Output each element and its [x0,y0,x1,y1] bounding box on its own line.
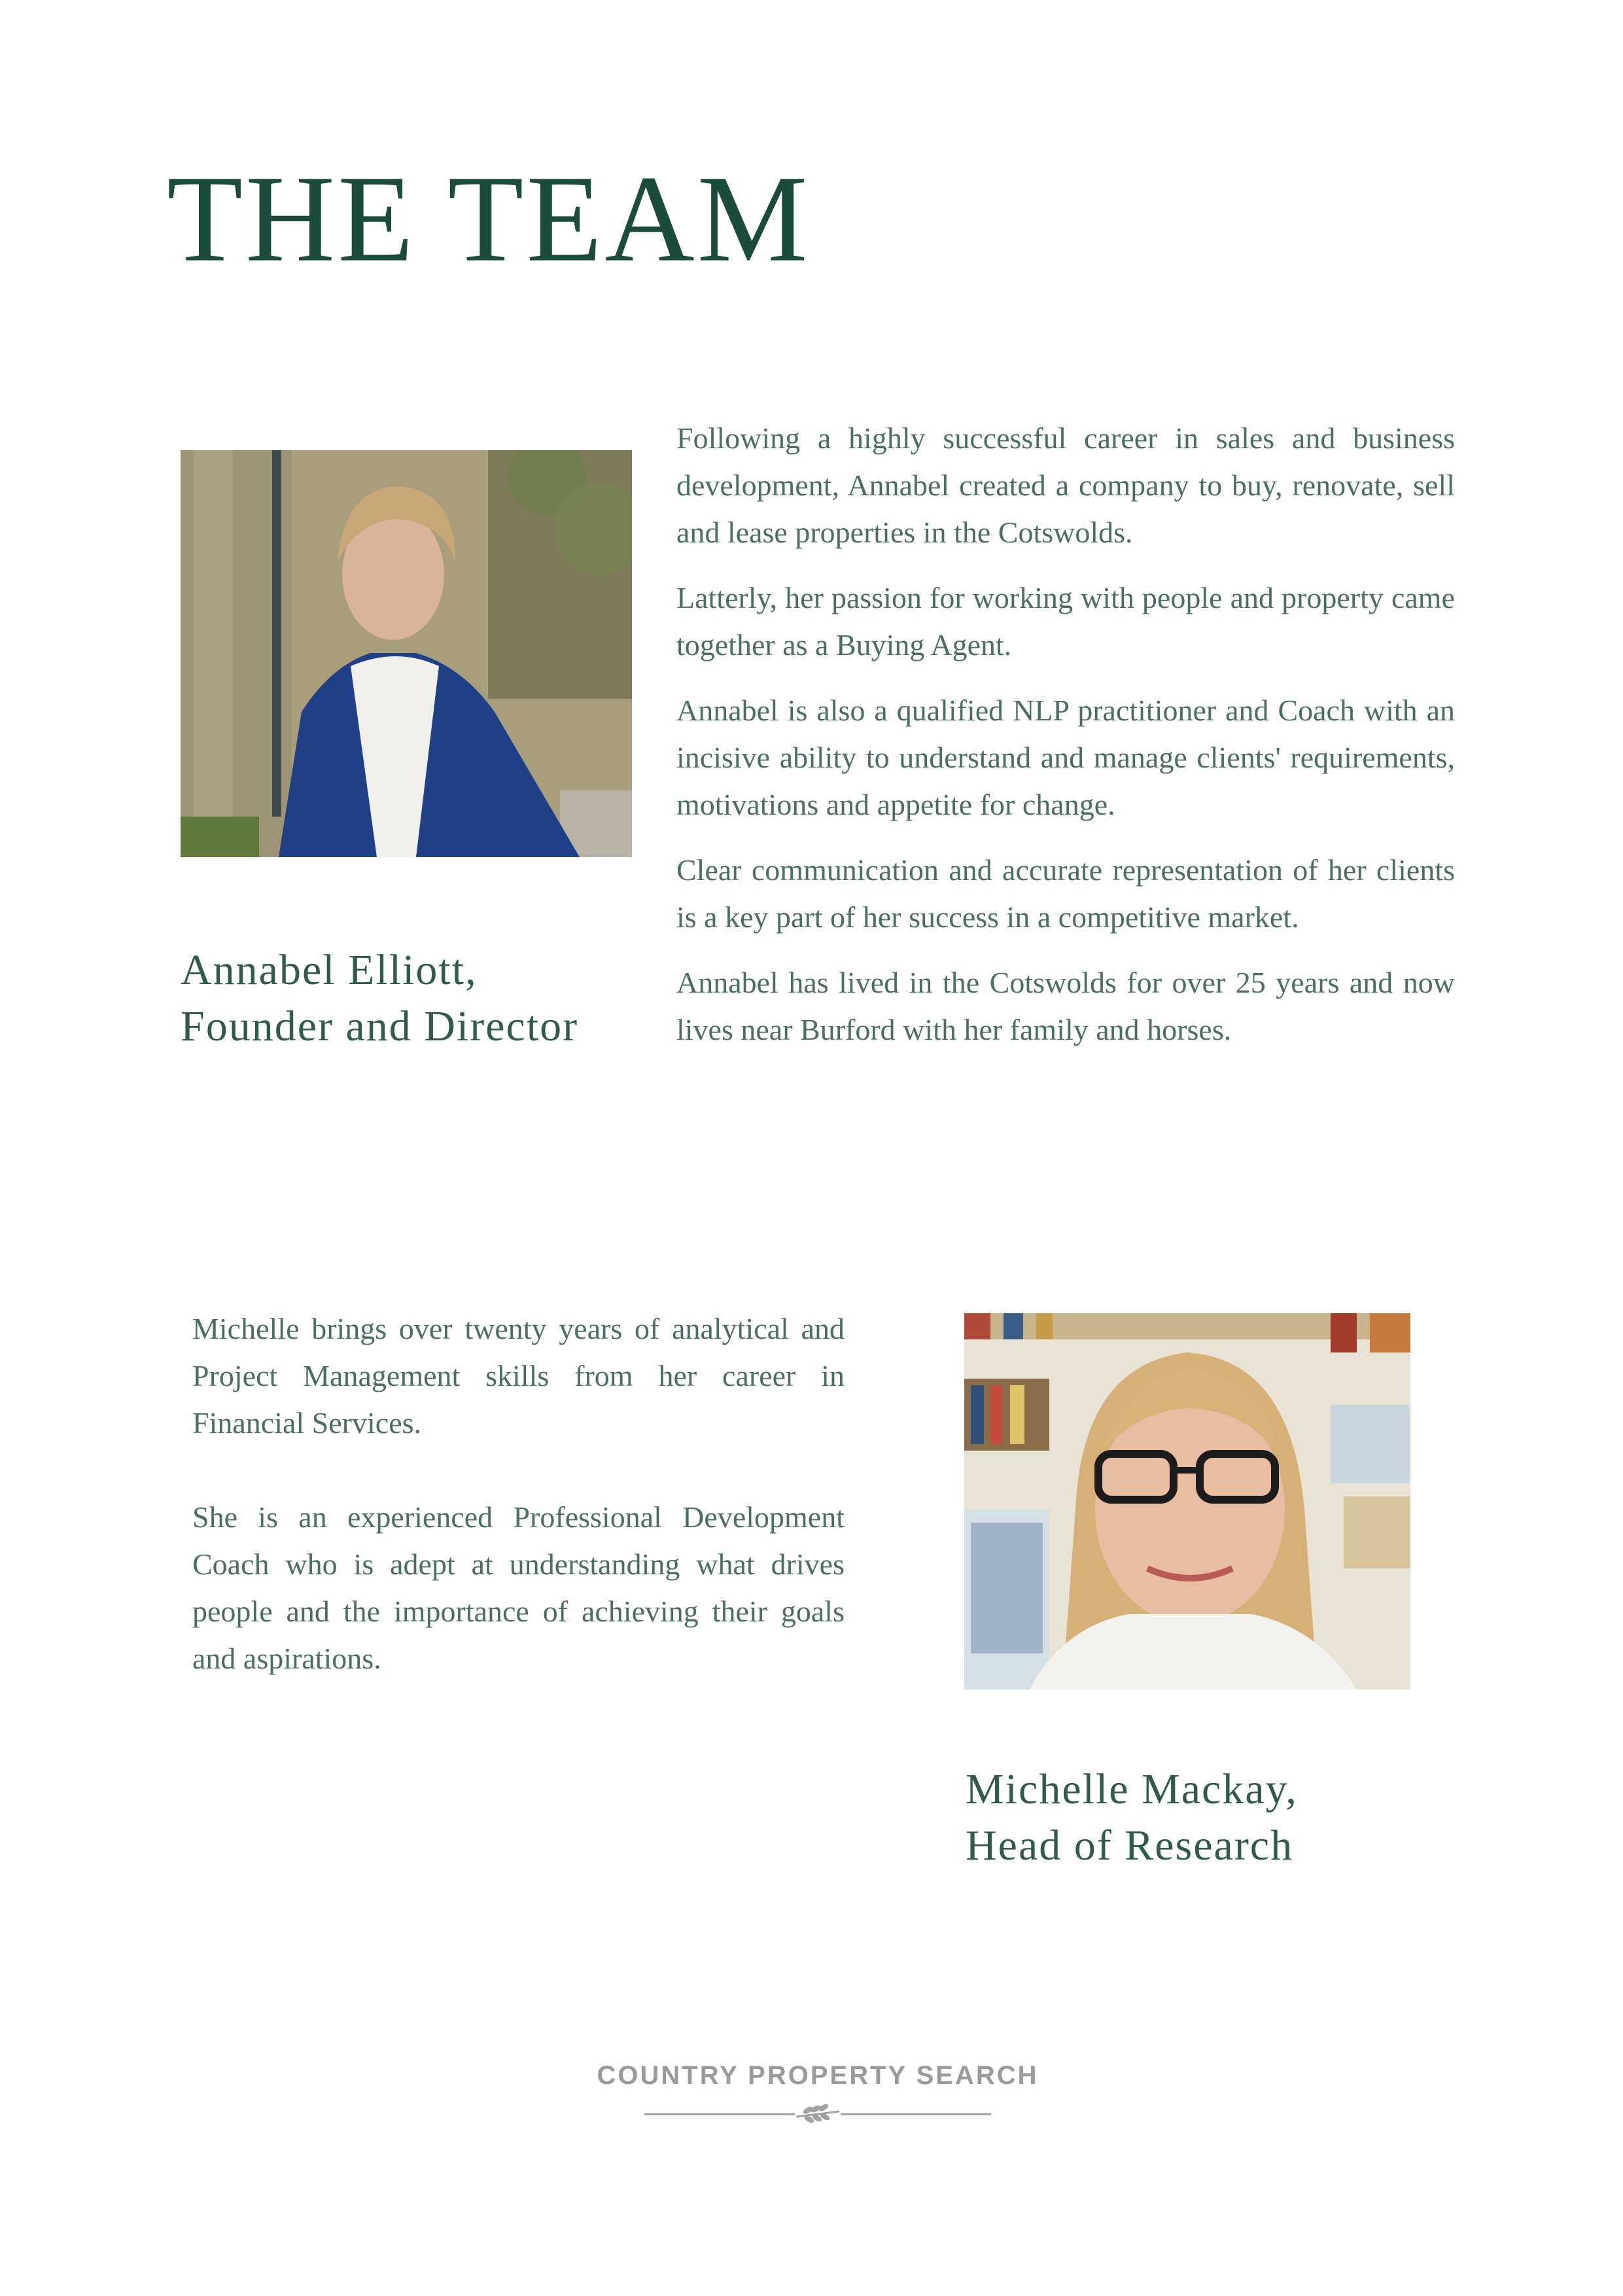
bio-paragraph: Latterly, her passion for working with people and property came together as a Buying Agent. [676,581,1455,662]
michelle-bio [192,1305,845,1729]
annabel-bio [676,415,1455,1072]
footer-brand-block [589,2061,1047,2126]
member-name: Annabel Elliott, [181,946,478,994]
leaf-sprig-icon [644,2102,991,2126]
bio-paragraph: Michelle brings over twenty years of analytical and Project Management skills from her career in Financial Services. [192,1312,845,1439]
annabel-portrait-photo [181,450,632,857]
annabel-name-caption [181,942,578,1055]
member-role: Founder and Director [181,1002,579,1050]
member-role: Head of Research [966,1822,1294,1869]
bio-paragraph: She is an experienced Professional Development Coach who is adept at understanding what drives people and the importance of achieving their goals and aspirations. [192,1500,845,1675]
bio-paragraph: Annabel has lived in the Cotswolds for over 25 years and now lives near Burford with her family and horses. [676,966,1455,1046]
bio-paragraph: Following a highly successful career in sales and business development, Annabel created a company to buy, renovate, sell and lease properties in the Cotswolds. [676,421,1455,549]
member-name: Michelle Mackay, [966,1765,1298,1813]
footer-brand: COUNTRY PROPERTY SEARCH [597,2061,1039,2090]
michelle-portrait-photo [964,1313,1410,1689]
bio-paragraph: Annabel is also a qualified NLP practitioner and Coach with an incisive ability to understand and manage clients' requirements, motivations and appetite for change. [676,694,1455,821]
page-title: THE TEAM [167,150,811,288]
bio-paragraph: Clear communication and accurate representation of her clients is a key part of her success in a competitive market. [676,853,1455,934]
michelle-name-caption [966,1761,1298,1874]
